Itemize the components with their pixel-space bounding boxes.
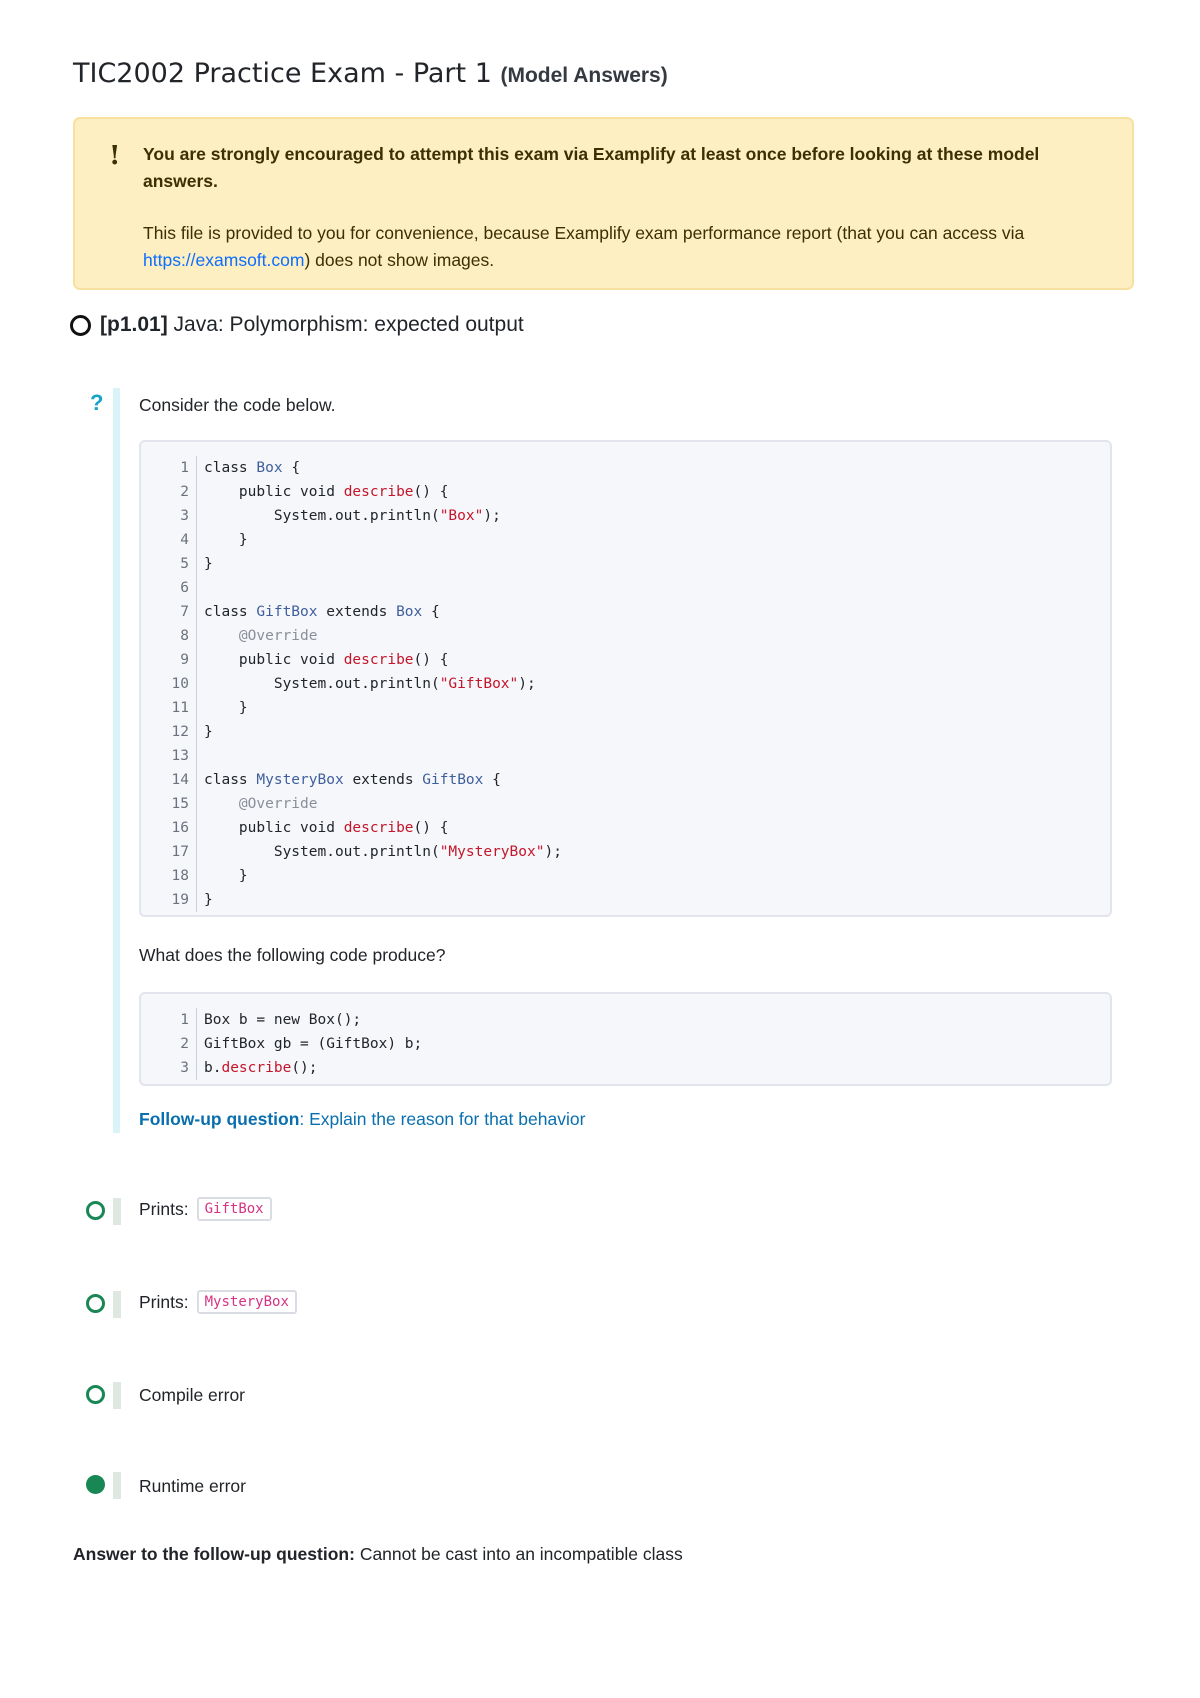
- line-number: 3: [141, 1056, 197, 1080]
- code-text: }: [204, 700, 248, 716]
- radio-empty-icon: [86, 1294, 105, 1313]
- radio-empty-icon: [86, 1385, 105, 1404]
- code-block-snippet: [139, 992, 1112, 1086]
- code-text: class MysteryBox extends GiftBox {: [204, 772, 501, 788]
- line-number: 19: [141, 888, 197, 912]
- examsoft-link[interactable]: https://examsoft.com: [143, 250, 305, 270]
- followup-answer: [73, 1544, 683, 1565]
- question-header: [70, 313, 524, 337]
- code-text: b.describe();: [204, 1060, 318, 1076]
- alert-line-2: [143, 220, 1103, 274]
- option-4-text: Runtime error: [139, 1476, 246, 1496]
- code-text: public void describe() {: [238, 484, 449, 500]
- code-line: [141, 744, 562, 768]
- alert-line-1: You are strongly encouraged to attempt this exam via Examplify at least once before looking at these model answers.: [143, 144, 1040, 191]
- option-4-radio[interactable]: [86, 1475, 105, 1494]
- page-title: [73, 58, 668, 89]
- code-text: }: [204, 724, 213, 740]
- code-text: class Box {: [204, 460, 301, 476]
- line-number: 2: [141, 480, 197, 504]
- code-text: public void describe() {: [238, 820, 449, 836]
- line-number: 1: [141, 456, 197, 480]
- line-number: 3: [141, 504, 197, 528]
- option-4-label[interactable]: [139, 1476, 246, 1497]
- code-line: [141, 624, 562, 648]
- line-number: 2: [141, 1032, 197, 1056]
- code-line: [141, 1032, 422, 1056]
- line-number: 17: [141, 840, 197, 864]
- option-bar: [113, 1198, 121, 1225]
- code-line: [141, 720, 562, 744]
- code-line: [141, 528, 562, 552]
- line-number: 9: [141, 648, 197, 672]
- code-line: [141, 840, 562, 864]
- option-bar: [113, 1472, 121, 1499]
- code-lines: [141, 456, 562, 912]
- option-bar: [113, 1382, 121, 1409]
- code-line: [141, 576, 562, 600]
- alert-line-2-before: This file is provided to you for convenience, because Examplify exam performance report (that you can access via: [143, 223, 1025, 243]
- alert-line-2-after: ) does not show images.: [304, 250, 495, 270]
- line-number: 13: [141, 744, 197, 768]
- code-text: }: [204, 532, 248, 548]
- followup-question: [139, 1109, 585, 1130]
- code-text: System.out.println("Box");: [204, 508, 501, 524]
- code-line: [141, 648, 562, 672]
- code-lines: [141, 1008, 422, 1080]
- code-text: @Override: [238, 628, 318, 644]
- line-number: 1: [141, 1008, 197, 1032]
- code-text: GiftBox gb = (GiftBox) b;: [204, 1036, 423, 1052]
- line-number: 14: [141, 768, 197, 792]
- line-number: 4: [141, 528, 197, 552]
- answer-label: Answer to the follow-up question:: [73, 1544, 355, 1564]
- code-line: [141, 600, 562, 624]
- code-line: [141, 480, 562, 504]
- code-text: class GiftBox extends Box {: [204, 604, 440, 620]
- answer-text: Cannot be cast into an incompatible class: [359, 1544, 683, 1564]
- code-text: }: [204, 868, 248, 884]
- option-1-label[interactable]: [139, 1197, 272, 1221]
- code-line: [141, 816, 562, 840]
- followup-text: : Explain the reason for that behavior: [299, 1109, 586, 1129]
- code-line: [141, 792, 562, 816]
- option-2-code: MysteryBox: [197, 1290, 297, 1314]
- followup-label: Follow-up question: [139, 1109, 300, 1129]
- line-number: 12: [141, 720, 197, 744]
- question-status-circle-icon: [70, 315, 91, 336]
- option-1-text: Prints:: [139, 1198, 189, 1219]
- question-side-bar: [113, 388, 120, 1133]
- line-number: 8: [141, 624, 197, 648]
- code-block-classes: [139, 440, 1112, 917]
- option-3-label[interactable]: [139, 1385, 245, 1406]
- line-number: 5: [141, 552, 197, 576]
- title-sub: (Model Answers): [500, 64, 668, 87]
- line-number: 7: [141, 600, 197, 624]
- option-2-radio[interactable]: [86, 1294, 105, 1313]
- warning-alert: [73, 117, 1134, 290]
- code-text: @Override: [238, 796, 318, 812]
- code-line: [141, 552, 562, 576]
- code-line: [141, 1056, 422, 1080]
- question-prompt-2: What does the following code produce?: [139, 945, 446, 965]
- code-line: [141, 672, 562, 696]
- code-line: [141, 1008, 422, 1032]
- code-line: [141, 456, 562, 480]
- line-number: 18: [141, 864, 197, 888]
- code-text: }: [204, 556, 213, 572]
- line-number: 6: [141, 576, 197, 600]
- option-3-text: Compile error: [139, 1385, 245, 1405]
- question-title: [100, 313, 524, 337]
- code-text: System.out.println("GiftBox");: [204, 676, 536, 692]
- option-1-code: GiftBox: [197, 1197, 272, 1221]
- line-number: 15: [141, 792, 197, 816]
- option-2-label[interactable]: [139, 1290, 297, 1314]
- code-line: [141, 768, 562, 792]
- code-text: [197, 744, 204, 768]
- code-text: [197, 576, 204, 600]
- line-number: 16: [141, 816, 197, 840]
- option-bar: [113, 1291, 121, 1318]
- code-text: Box b = new Box();: [204, 1012, 362, 1028]
- code-text: }: [204, 892, 213, 908]
- title-main: TIC2002 Practice Exam - Part 1: [73, 58, 492, 89]
- question-title-text: Java: Polymorphism: expected output: [173, 313, 524, 336]
- radio-selected-icon: [86, 1475, 105, 1494]
- radio-empty-icon: [86, 1201, 105, 1220]
- option-1-radio[interactable]: [86, 1201, 105, 1220]
- code-text: public void describe() {: [238, 652, 449, 668]
- line-number: 10: [141, 672, 197, 696]
- option-2-text: Prints:: [139, 1291, 189, 1312]
- code-text: System.out.println("MysteryBox");: [204, 844, 562, 860]
- question-mark-icon: ?: [90, 390, 104, 415]
- question-prompt: Consider the code below.: [139, 395, 336, 415]
- exclamation-icon: !: [109, 141, 121, 171]
- question-id: [p1.01]: [100, 313, 168, 336]
- code-line: [141, 504, 562, 528]
- line-number: 11: [141, 696, 197, 720]
- code-line: [141, 888, 562, 912]
- code-line: [141, 696, 562, 720]
- code-line: [141, 864, 562, 888]
- option-3-radio[interactable]: [86, 1385, 105, 1404]
